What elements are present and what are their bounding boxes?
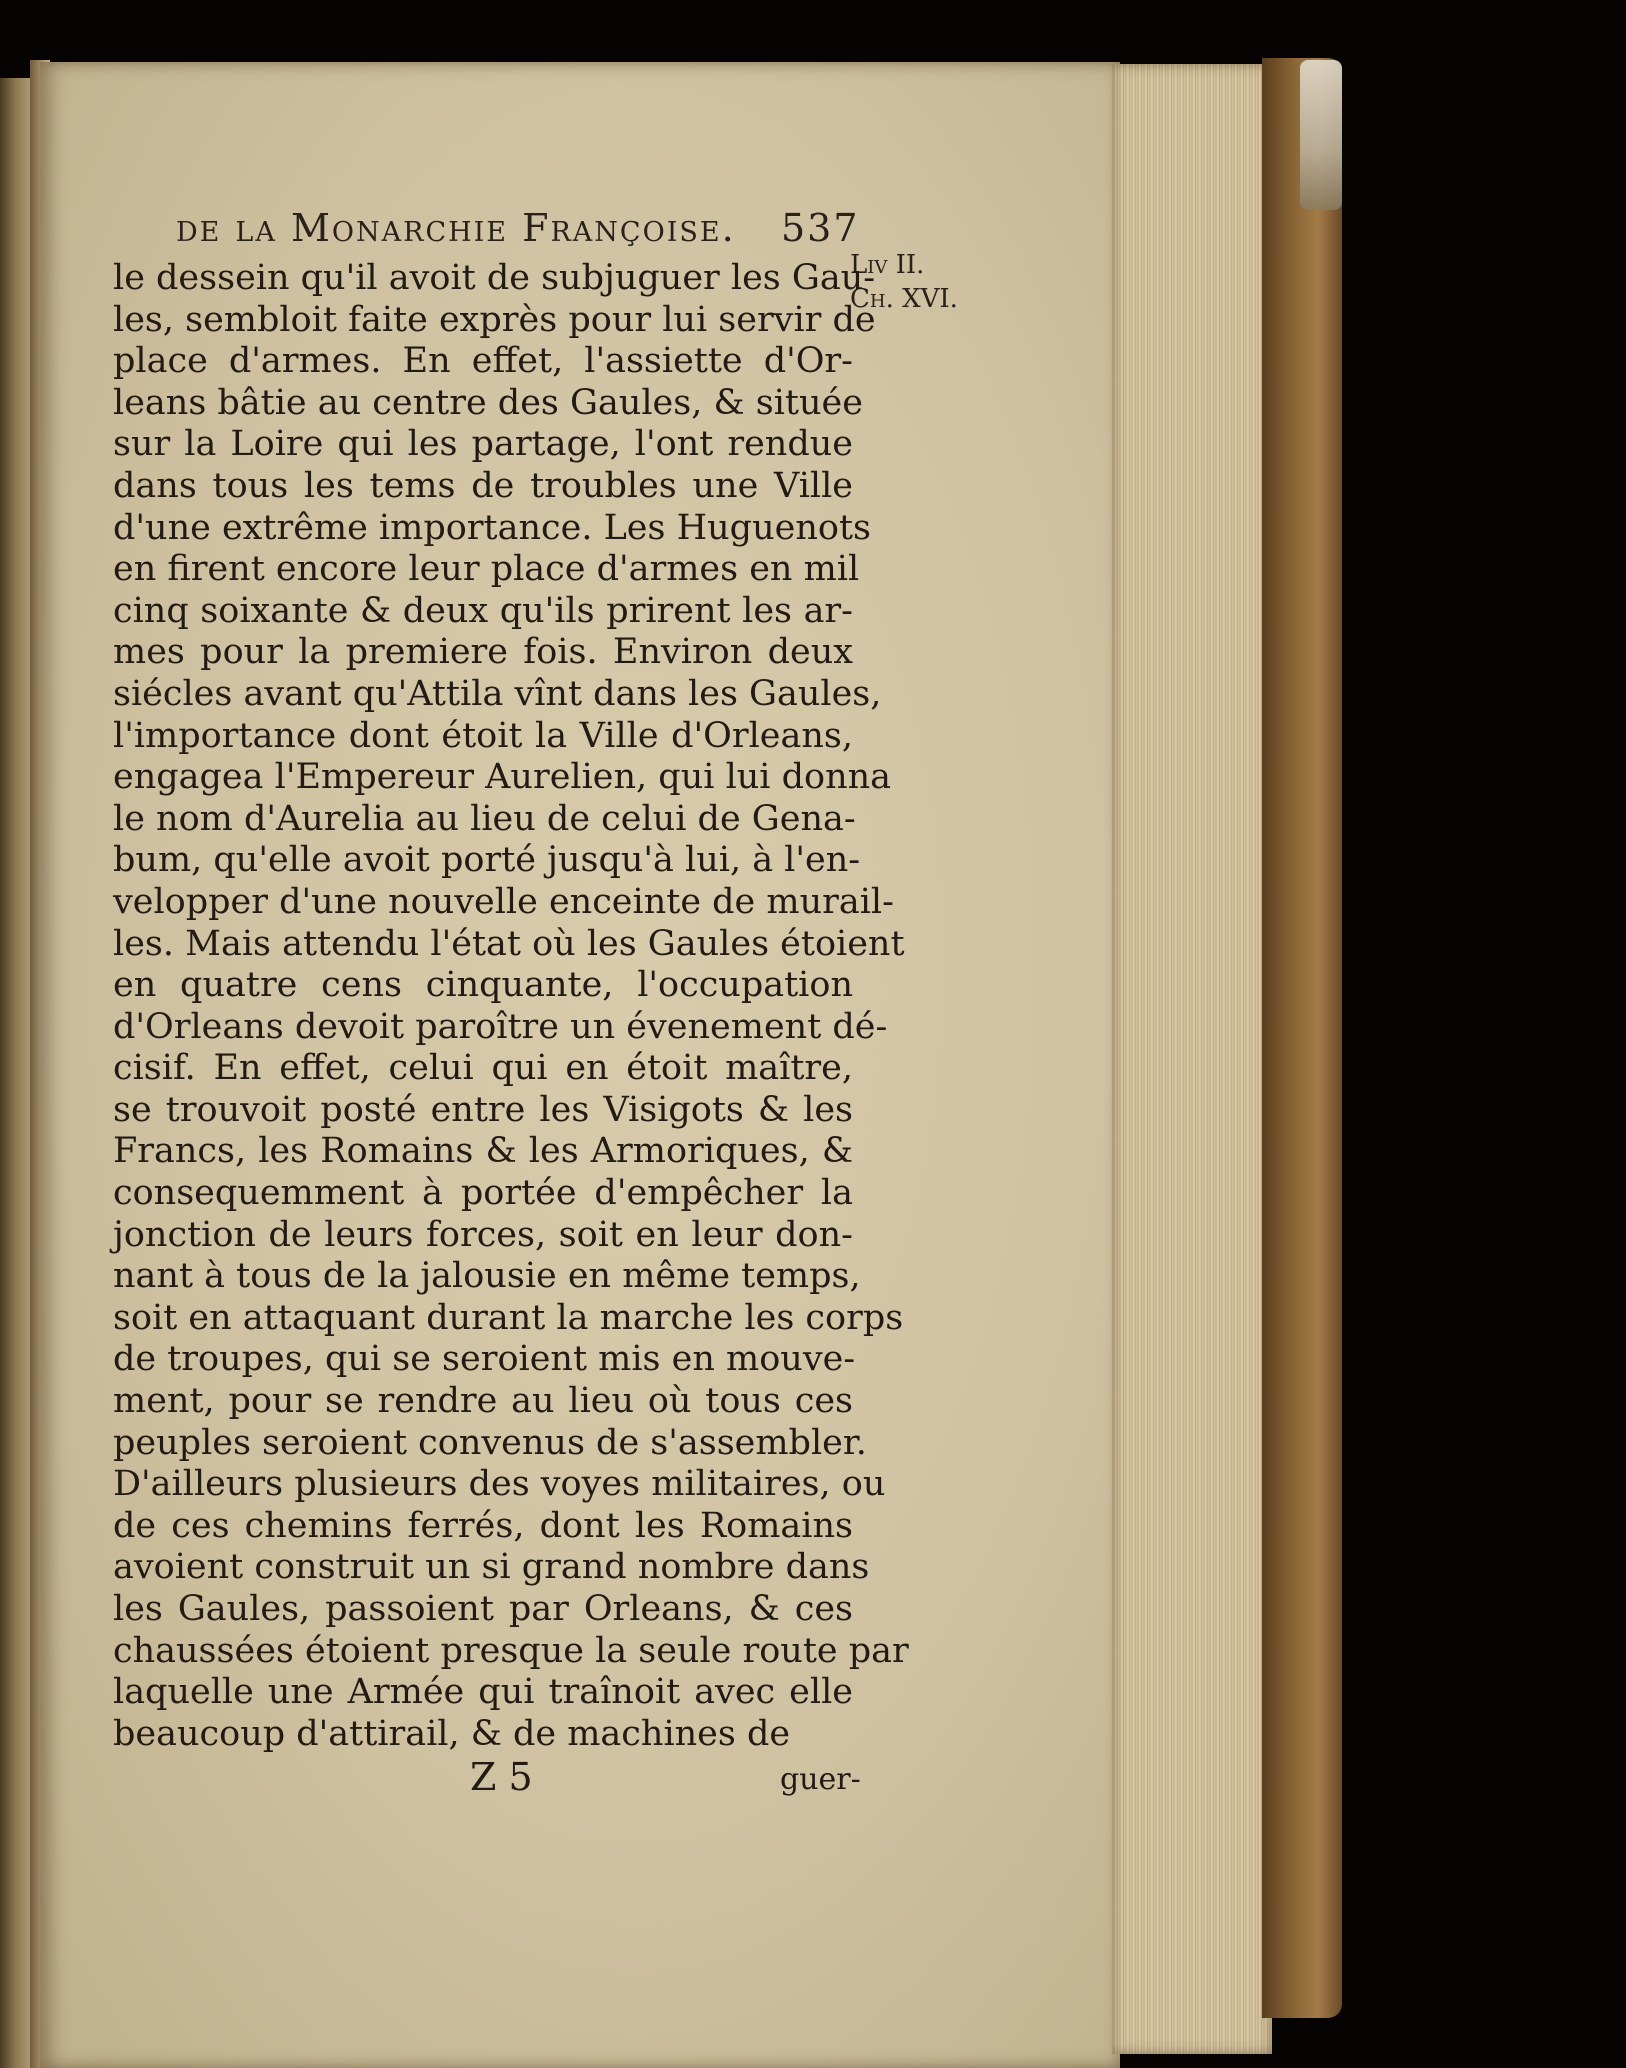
text-line: en quatre cens cinquante, l'occupation <box>113 965 853 1006</box>
text-line: mes pour la premiere fois. Environ deux <box>113 632 853 673</box>
text-line: laquelle une Armée qui traînoit avec elle <box>113 1672 853 1713</box>
text-line: place d'armes. En effet, l'assiette d'Or- <box>113 341 853 382</box>
text-line: leans bâtie au centre des Gaules, & située <box>113 382 863 423</box>
text-line: engagea l'Empereur Aurelien, qui lui donna <box>113 757 892 798</box>
book-cover-edge <box>1262 58 1342 2018</box>
text-line: d'Orleans devoit paroître un évenement dé- <box>113 1006 888 1047</box>
text-line: siécles avant qu'Attila vînt dans les Gaules, <box>113 673 882 714</box>
text-line: l'importance dont étoit la Ville d'Orleans, <box>113 715 853 756</box>
text-line: le nom d'Aurelia au lieu de celui de Gena- <box>113 798 856 839</box>
text-line: en firent encore leur place d'armes en mil <box>113 549 860 590</box>
text-line: de troupes, qui se seroient mis en mouve- <box>113 1339 856 1380</box>
text-line: les, sembloit faite exprès pour lui servir de <box>113 299 876 340</box>
left-page-edge <box>0 78 34 2068</box>
text-line: beaucoup d'attirail, & de machines de <box>113 1713 791 1754</box>
signature-mark: Z 5 <box>470 1755 533 1799</box>
text-line: le dessein qu'il avoit de subjuguer les Gau- <box>113 258 876 298</box>
text-line: D'ailleurs plusieurs des voyes militaires, ou <box>113 1464 886 1505</box>
text-line: soit en attaquant durant la marche les corps <box>113 1297 904 1338</box>
text-line: sur la Loire qui les partage, l'ont rendue <box>113 424 853 465</box>
text-line: se trouvoit posté entre les Visigots & les <box>113 1089 853 1130</box>
text-line: jonction de leurs forces, soit en leur don- <box>113 1214 853 1255</box>
text-line: bum, qu'elle avoit porté jusqu'à lui, à l'en- <box>113 840 861 881</box>
text-line: cinq soixante & deux qu'ils prirent les ar- <box>113 590 853 631</box>
text-line: les. Mais attendu l'état où les Gaules étoient <box>113 923 905 964</box>
running-header <box>176 206 860 250</box>
torn-cover-paper <box>1300 60 1342 210</box>
page-number: 537 <box>781 206 860 250</box>
running-title: de la Monarchie Françoise. <box>176 206 736 250</box>
page-edges-stack <box>1112 64 1272 2054</box>
text-line: ment, pour se rendre au lieu où tous ces <box>113 1381 853 1422</box>
text-line: avoient construit un si grand nombre dans <box>113 1547 870 1588</box>
text-line: d'une extrême importance. Les Huguenots <box>113 507 871 548</box>
text-line: consequemment à portée d'empêcher la <box>113 1173 853 1214</box>
text-line: chaussées étoient presque la seule route par <box>113 1630 909 1671</box>
text-line: les Gaules, passoient par Orleans, & ces <box>113 1589 853 1629</box>
text-line: dans tous les tems de troubles une Ville <box>113 465 853 506</box>
margin-note-chapter: Ch. XVI. <box>850 284 958 314</box>
text-line: peuples seroient convenus de s'assembler. <box>113 1422 867 1463</box>
text-line: cisif. En effet, celui qui en étoit maître, <box>113 1048 853 1089</box>
text-line: velopper d'une nouvelle enceinte de murail- <box>113 881 894 922</box>
text-line: Francs, les Romains & les Armoriques, & <box>113 1131 853 1172</box>
margin-note-book: Liv II. <box>850 250 925 280</box>
catchword: guer- <box>780 1762 861 1797</box>
text-line: de ces chemins ferrés, dont les Romains <box>113 1505 853 1546</box>
text-line: nant à tous de la jalousie en même temps, <box>113 1256 861 1297</box>
